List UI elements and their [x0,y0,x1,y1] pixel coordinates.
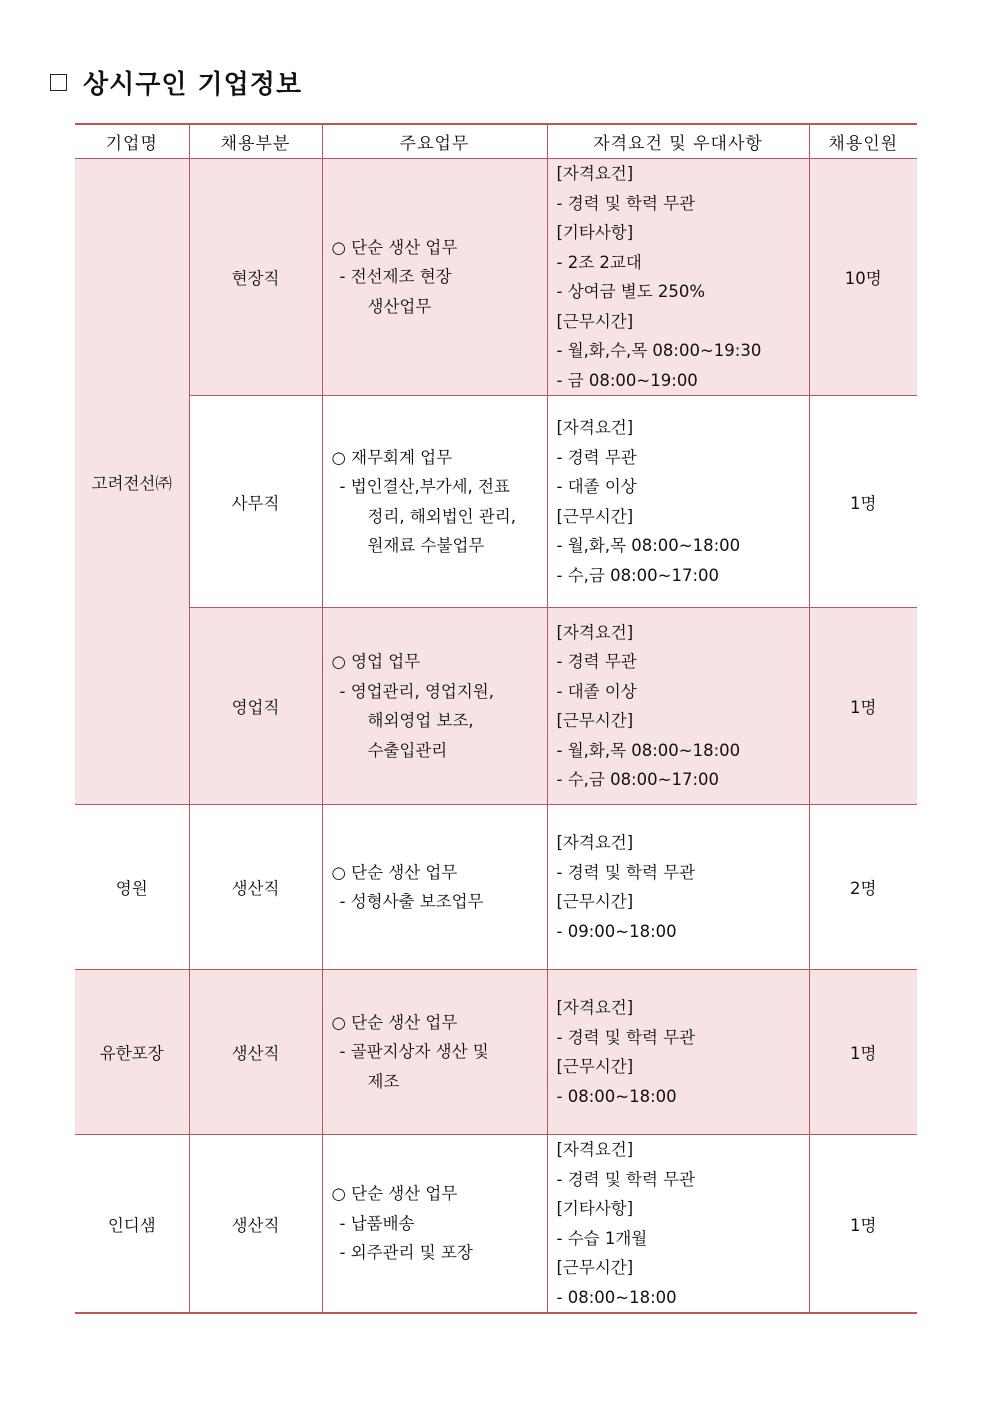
header-duties: 주요업무 [322,124,547,159]
qual-line: - 수,금 08:00~17:00 [556,770,719,789]
table-header-row [75,124,917,159]
position-cell: 영업직 [189,608,322,805]
duty-line: 해외영업 보조, [367,711,474,730]
header-company: 기업명 [75,124,189,159]
table-row [75,608,917,805]
duties-cell [322,805,547,970]
page-title [50,64,302,101]
duty-line: 생산업무 [367,296,432,316]
duties-cell [322,970,547,1135]
company-cell: 고려전선㈜ [75,159,189,805]
company-cell: 인디샘 [75,1135,189,1314]
headcount-cell: 2명 [809,805,917,970]
header-qualifications: 자격요건 및 우대사항 [547,124,809,159]
table-row [75,1135,917,1314]
position-cell: 현장직 [189,159,322,396]
headcount-cell: 1명 [809,396,917,608]
page-title-text: 상시구인 기업정보 [83,70,302,100]
qualifications-cell [547,970,809,1135]
duty-line: ○ 단순 생산 업무 [331,1184,458,1204]
headcount-cell: 1명 [809,1135,917,1314]
position-cell: 사무직 [189,396,322,608]
qual-line: - 대졸 이상 [556,477,637,496]
duty-line: - 법인결산,부가세, 전표 [339,477,510,496]
qual-line: - 09:00~18:00 [556,921,677,941]
duty-line: ○ 재무회계 업무 [331,447,453,467]
company-cell: 영원 [75,805,189,970]
table-row [75,970,917,1135]
duty-line: ○ 단순 생산 업무 [331,1012,458,1032]
job-listing-table [75,123,917,1314]
qual-line: [근무시간] [556,1258,634,1277]
qualifications-cell [547,1135,809,1314]
position-cell: 생산직 [189,970,322,1135]
qual-line: [근무시간] [556,892,634,911]
qual-line: - 경력 및 학력 무관 [556,862,696,882]
qual-line: - 2조 2교대 [556,252,642,272]
duty-line: ○ 단순 생산 업무 [331,862,458,882]
qual-line: [자격요건] [556,998,634,1017]
duty-line: 제조 [367,1071,400,1091]
qual-line: [자격요건] [556,164,634,183]
duties-cell [322,1135,547,1314]
table-row [75,805,917,970]
qual-line: - 월,화,목 08:00~18:00 [556,536,741,555]
header-headcount: 채용인원 [809,124,917,159]
qual-line: - 08:00~18:00 [556,1086,677,1106]
qual-line: - 상여금 별도 250% [556,282,706,301]
duties-cell [322,396,547,608]
table-row [75,159,917,396]
headcount-cell: 1명 [809,608,917,805]
qual-line: [자격요건] [556,1140,634,1159]
duty-line: - 성형사출 보조업무 [339,892,484,911]
qualifications-cell [547,805,809,970]
qualifications-cell [547,159,809,396]
qual-line: [근무시간] [556,1057,634,1076]
qual-line: - 경력 및 학력 무관 [556,1169,696,1189]
position-cell: 생산직 [189,805,322,970]
duty-line: 수출입관리 [367,740,448,760]
qualifications-cell [547,608,809,805]
qual-line: [자격요건] [556,622,634,642]
table-row [75,396,917,608]
duty-line: - 납품배송 [339,1213,415,1233]
qual-line: - 경력 무관 [556,447,637,467]
qual-line: [근무시간] [556,311,634,331]
qual-line: [기타사항] [556,223,634,242]
header-position: 채용부분 [189,124,322,159]
qual-line: - 월,화,수,목 08:00~19:30 [556,341,762,360]
qual-line: [근무시간] [556,711,634,730]
qual-line: [자격요건] [556,833,634,852]
checkbox-square-icon [50,74,67,91]
duties-cell [322,159,547,396]
qual-line: - 08:00~18:00 [556,1287,677,1307]
duty-line: - 외주관리 및 포장 [339,1243,473,1263]
company-cell: 유한포장 [75,970,189,1135]
duty-line: ○ 영업 업무 [331,652,421,671]
duty-line: 정리, 해외법인 관리, [367,506,516,526]
qual-line: - 월,화,목 08:00~18:00 [556,740,741,760]
duty-line: ○ 단순 생산 업무 [331,237,458,257]
duty-line: 원재료 수불업무 [367,536,485,555]
qual-line: - 수,금 08:00~17:00 [556,565,719,585]
headcount-cell: 1명 [809,970,917,1135]
qual-line: - 수습 1개월 [556,1228,648,1248]
qual-line: [근무시간] [556,506,634,526]
qual-line: - 경력 및 학력 무관 [556,1027,696,1047]
qual-line: - 경력 및 학력 무관 [556,193,696,213]
duty-line: - 영업관리, 영업지원, [339,681,494,701]
qual-line: - 경력 무관 [556,652,637,671]
position-cell: 생산직 [189,1135,322,1314]
duties-cell [322,608,547,805]
headcount-cell: 10명 [809,159,917,396]
duty-line: - 골판지상자 생산 및 [339,1042,489,1062]
qual-line: - 대졸 이상 [556,681,637,701]
qual-line: [기타사항] [556,1199,634,1218]
duty-line: - 전선제조 현장 [339,267,452,287]
qual-line: - 금 08:00~19:00 [556,370,698,390]
qualifications-cell [547,396,809,608]
qual-line: [자격요건] [556,418,634,437]
